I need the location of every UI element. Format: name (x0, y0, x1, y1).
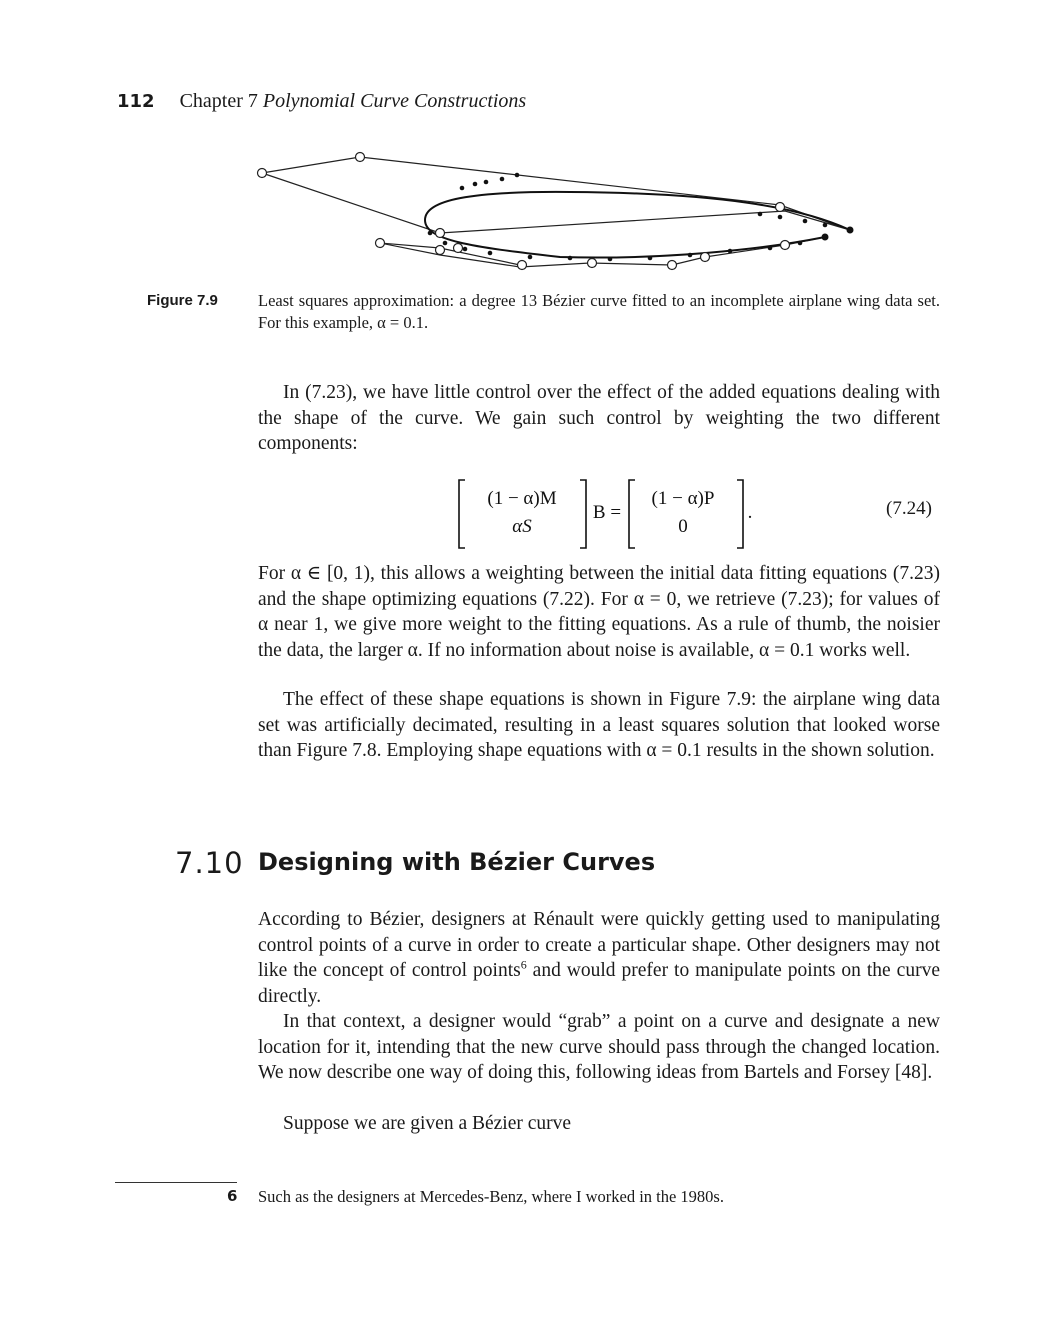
control-polygon-upper (262, 157, 850, 233)
equation-7-24 (455, 478, 755, 550)
footnote-text: Such as the designers at Mercedes-Benz, where I worked in the 1980s. (258, 1187, 724, 1206)
footnote-ref[interactable]: 6 (520, 957, 527, 972)
figure-caption: Least squares approximation: a degree 13 Bézier curve fitted to an incomplete airplane wing data set. For this example, α = 0.1. (258, 291, 940, 332)
paragraph-1: In (7.23), we have little control over the effect of the added equations dealing with the shape of the curve. We gain such control by weighting the two different components: (258, 382, 940, 454)
page-number: 112 (117, 91, 155, 112)
section-title: Designing with Bézier Curves (258, 848, 656, 876)
footnote-rule (115, 1182, 237, 1183)
chapter-title: Polynomial Curve Constructions (262, 90, 527, 112)
paragraph-4 (258, 907, 940, 1009)
footnote-number: 6 (227, 1187, 238, 1205)
equation-number: (7.24) (886, 498, 932, 519)
paragraph-4-text-end: and would prefer to manipulate points on the curve directly. (258, 960, 940, 1007)
control-polygon-lower (380, 237, 825, 267)
rhs-top: (1 − α)P (651, 488, 715, 509)
airplane-wing-figure (240, 145, 880, 280)
equation-period: . (747, 502, 753, 523)
rhs-bottom: 0 (678, 516, 688, 537)
section-number: 7.10 (175, 846, 244, 880)
equals-b: B = (592, 502, 622, 523)
lhs-bottom: αS (512, 516, 532, 537)
control-polygon-lower-inner (380, 243, 520, 265)
paragraph-3: The effect of these shape equations is shown in Figure 7.9: the airplane wing data set was artificially decimated, resulting in a least squares solution that looked worse than Figure 7.8. Employing shape equations with α = 0.1 results in the shown solution. (258, 689, 940, 761)
paragraph-6: Suppose we are given a Bézier curve (283, 1113, 572, 1134)
lhs-top: (1 − α)M (487, 488, 557, 509)
paragraph-5: In that context, a designer would “grab” a point on a curve and designate a new location for it, intending that the new curve should pass through the changed location. We now describe one way of doing this, following ideas from Bartels and Forsey [48]. (258, 1011, 940, 1083)
running-header (117, 90, 526, 113)
chapter-label: Chapter 7 (179, 90, 258, 112)
figure-label: Figure 7.9 (147, 292, 218, 309)
paragraph-2: For α ∈ [0, 1), this allows a weighting between the initial data fitting equations (7.23) and the shape optimizing equations (7.22). For α = 0, we retrieve (7.23); for values of α near 1, we give more weight to the fitting equations. As a rule of thumb, the noisier the data, the larger α. If no information about noise is available, α = 0.1 works well. (258, 563, 940, 661)
paragraph-4-text: According to Bézier, designers at Rénault were quickly getting used to manipulating control points of a curve in order to create a particular shape. Other designers may not like the concept of control points (258, 909, 940, 981)
